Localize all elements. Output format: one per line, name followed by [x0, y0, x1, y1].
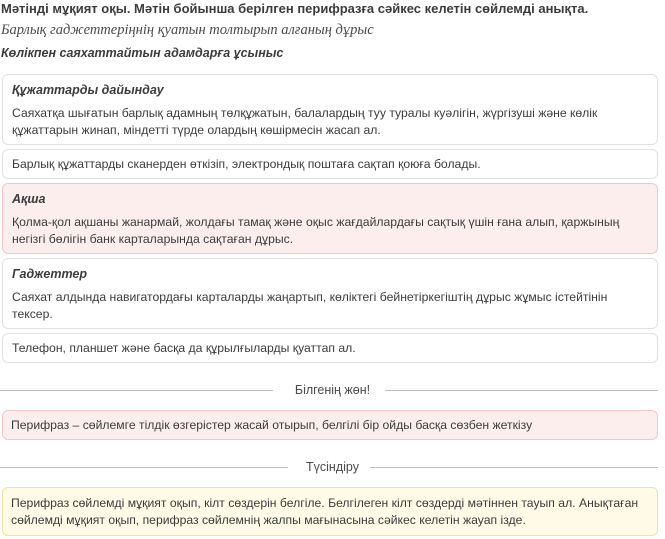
card-text-gadgets: Саяхат алдында навигатордағы карталарды жаңартып, көліктегі бейнетіркегіштің дұрыс жұмыс істейтінін тексер. — [12, 290, 608, 321]
explain-box — [2, 487, 658, 536]
card-text-scan: Барлық құжаттарды сканерден өткізіп, электрондық поштаға сақтап қоюға болады. — [12, 157, 481, 171]
explain-divider — [0, 459, 665, 475]
explain-label: Түсіндіру — [306, 460, 359, 474]
section-title: Көлікпен саяхаттайтын адамдарға ұсыныс — [1, 46, 284, 60]
know-label: Білгенің жөн! — [294, 383, 371, 397]
card-title-gadgets: Гаджеттер — [12, 267, 87, 281]
answer-option-documents[interactable] — [2, 74, 658, 145]
card-text-documents: Саяхатқа шығатын барлық адамның төлқұжатын, балалардың туу туралы куәлігін, жүргізуші және көлік құжаттарын жинап, міндетті түрде олардың көшірмесін жасап ал. — [12, 106, 598, 137]
answer-option-gadgets[interactable] — [2, 258, 658, 329]
card-title-money: Ақша — [12, 192, 46, 206]
card-text-money: Қолма-қол ақшаны жанармай, жолдағы тамақ және оқыс жағдайлардағы сақтық үшін ғана алып, қаржының негізгі бөлігін банк карталарында сақтаған дұрыс. — [12, 215, 620, 246]
know-divider — [0, 382, 665, 398]
know-box — [2, 410, 658, 440]
instruction-text: Мәтінді мұқият оқы. Мәтін бойынша берілген перифразға сәйкес келетін сөйлемді анықта. — [1, 1, 589, 16]
know-text: Перифраз – сөйлемге тілдік өзгерістер жасай отырып, белгілі бір ойды басқа сөзбен жеткізу — [11, 418, 533, 432]
explain-text: Перифраз сөйлемді мұқият оқып, кілт сөздерін белгіле. Белгілеген кілт сөздерді мәтіннен тауып ал. Анықтаған сөйлемді мұқият оқып, перифраз сөйлемнің жалпы мағынасына сәйкес келетін жауап ізде. — [11, 496, 639, 527]
divider-line-right — [370, 467, 658, 468]
divider-line-right — [385, 390, 658, 391]
card-title-documents: Құжаттарды дайындау — [12, 83, 164, 97]
answer-option-scan[interactable] — [2, 149, 658, 179]
card-text-charge: Телефон, планшет және басқа да құрылғыларды қуаттап ал. — [12, 341, 356, 355]
paraphrase-text: Барлық гаджеттеріңнің қуатын толтырып алғаның дұрыс — [1, 22, 374, 38]
answer-option-money[interactable] — [2, 183, 658, 254]
answer-option-charge[interactable] — [2, 333, 658, 363]
